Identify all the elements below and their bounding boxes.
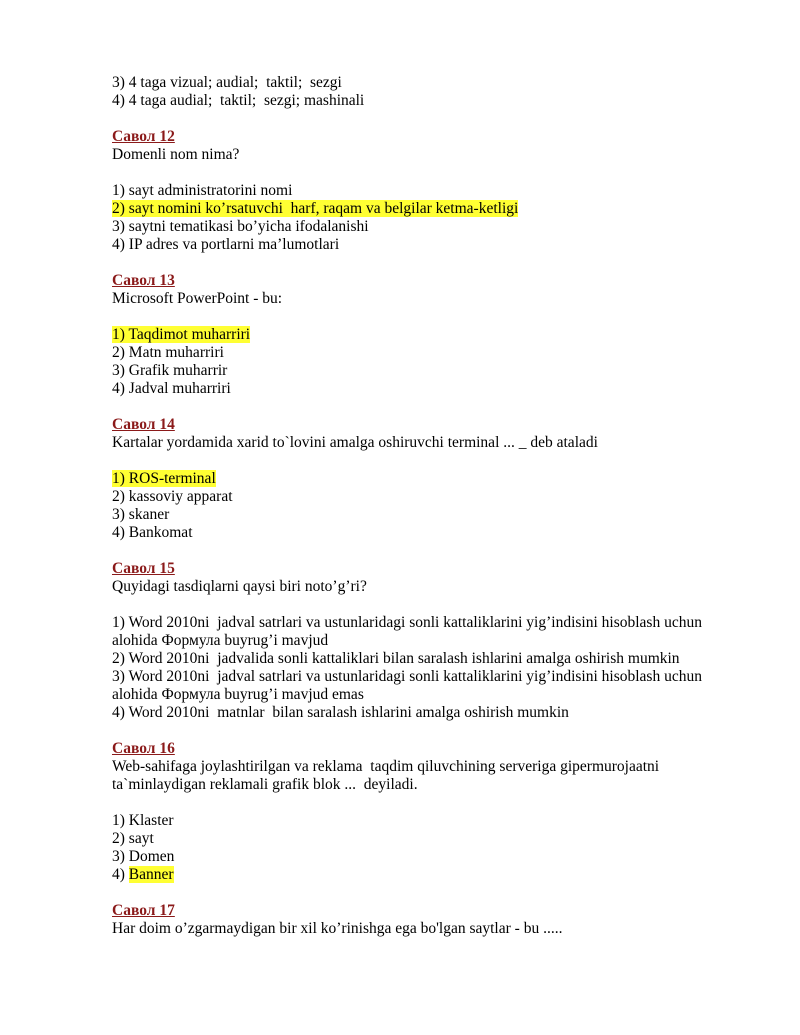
answer-option-text: 2) kassoviy apparat	[112, 488, 233, 505]
answer-option: 4) Word 2010ni matnlar bilan saralash ishlarini amalga oshirish mumkin	[112, 704, 569, 721]
question-text: Domenli nom nima?	[112, 146, 240, 163]
answer-option: 3) Domen	[112, 848, 175, 865]
question-block-12	[112, 128, 752, 254]
question-heading: Савол 16	[112, 740, 175, 757]
question-block-14	[112, 416, 752, 542]
question-heading: Савол 15	[112, 560, 175, 577]
question-text-continuation: ta`minlaydigan reklamali grafik blok ... deyiladi.	[112, 776, 418, 793]
spacer	[112, 722, 752, 740]
spacer	[112, 884, 752, 902]
question-heading: Савол 17	[112, 902, 175, 919]
answer-option	[112, 182, 752, 200]
answer-option: 2) sayt	[112, 830, 154, 847]
answer-option	[112, 380, 752, 398]
spacer	[112, 452, 752, 470]
question-heading: Савол 13	[112, 272, 175, 289]
highlighted-answer-text: 2) sayt nomini ko’rsatuvchi harf, raqam va belgilar ketma-ketligi	[112, 200, 519, 217]
question-heading: Савол 12	[112, 128, 175, 145]
answer-option-continuation: alohida Формула buyrug’i mavjud emas	[112, 686, 364, 703]
spacer	[112, 398, 752, 416]
spacer	[112, 542, 752, 560]
answer-option-text: 4) Bankomat	[112, 524, 193, 541]
question-text: Microsoft PowerPoint - bu:	[112, 290, 283, 307]
answer-option	[112, 236, 752, 254]
highlighted-answer-text: 1) ROS-terminal	[112, 470, 216, 487]
option-line: 3) 4 taga vizual; audial; taktil; sezgi	[112, 74, 342, 91]
answer-option-text: 4) Jadval muharriri	[112, 380, 231, 397]
answer-option	[112, 218, 752, 236]
answer-option	[112, 524, 752, 542]
question-block-17	[112, 902, 752, 938]
question-block-16	[112, 740, 752, 884]
answer-option	[112, 488, 752, 506]
question-heading: Савол 14	[112, 416, 175, 433]
answer-option-text: 3) saytni tematikasi bo’yicha ifodalanishi	[112, 218, 369, 235]
question-text: Web-sahifaga joylashtirilgan va reklama taqdim qiluvchining serveriga gipermurojaatni	[112, 758, 660, 775]
question-text: Quyidagi tasdiqlarni qaysi biri noto’g’ri?	[112, 578, 367, 595]
question-text: Har doim o’zgarmaydigan bir xil ko’rinishga ega bo'lgan saytlar - bu .....	[112, 920, 563, 937]
answer-option: 1) Klaster	[112, 812, 174, 829]
answer-option-text: 3) Grafik muharrir	[112, 362, 228, 379]
answer-option-correct	[112, 326, 752, 344]
spacer	[112, 110, 752, 128]
answer-option: 2) Word 2010ni jadvalida sonli kattaliklari bilan saralash ishlarini amalga oshirish mumkin	[112, 650, 680, 667]
question-text: Kartalar yordamida xarid to`lovini amalga oshiruvchi terminal ... _ deb ataladi	[112, 434, 598, 451]
answer-option: 1) Word 2010ni jadval satrlari va ustunlaridagi sonli kattaliklarini yig’indisini hisoblash uchun	[112, 614, 702, 631]
previous-question-options	[112, 74, 752, 110]
spacer	[112, 596, 752, 614]
question-block-15	[112, 560, 752, 722]
answer-option-text: 2) Matn muharriri	[112, 344, 224, 361]
answer-option	[112, 506, 752, 524]
answer-option: 3) Word 2010ni jadval satrlari va ustunlaridagi sonli kattaliklarini yig’indisini hisoblash uchun	[112, 668, 702, 685]
answer-option-correct	[112, 200, 752, 218]
answer-option-text: 3) skaner	[112, 506, 170, 523]
answer-option-continuation: alohida Формула buyrug’i mavjud	[112, 632, 329, 649]
spacer	[112, 308, 752, 326]
highlighted-answer-text: 1) Taqdimot muharriri	[112, 326, 251, 343]
answer-option-correct	[112, 866, 752, 884]
answer-option	[112, 362, 752, 380]
answer-option-number: 4)	[112, 866, 129, 883]
option-line: 4) 4 taga audial; taktil; sezgi; mashinali	[112, 92, 365, 109]
answer-option-text: 4) IP adres va portlarni ma’lumotlari	[112, 236, 340, 253]
answer-option-correct	[112, 470, 752, 488]
question-block-13	[112, 272, 752, 398]
document-page	[112, 74, 752, 938]
answer-option-text: 1) sayt administratorini nomi	[112, 182, 293, 199]
spacer	[112, 164, 752, 182]
spacer	[112, 254, 752, 272]
spacer	[112, 794, 752, 812]
highlighted-answer-text: Banner	[128, 866, 174, 883]
answer-option	[112, 344, 752, 362]
